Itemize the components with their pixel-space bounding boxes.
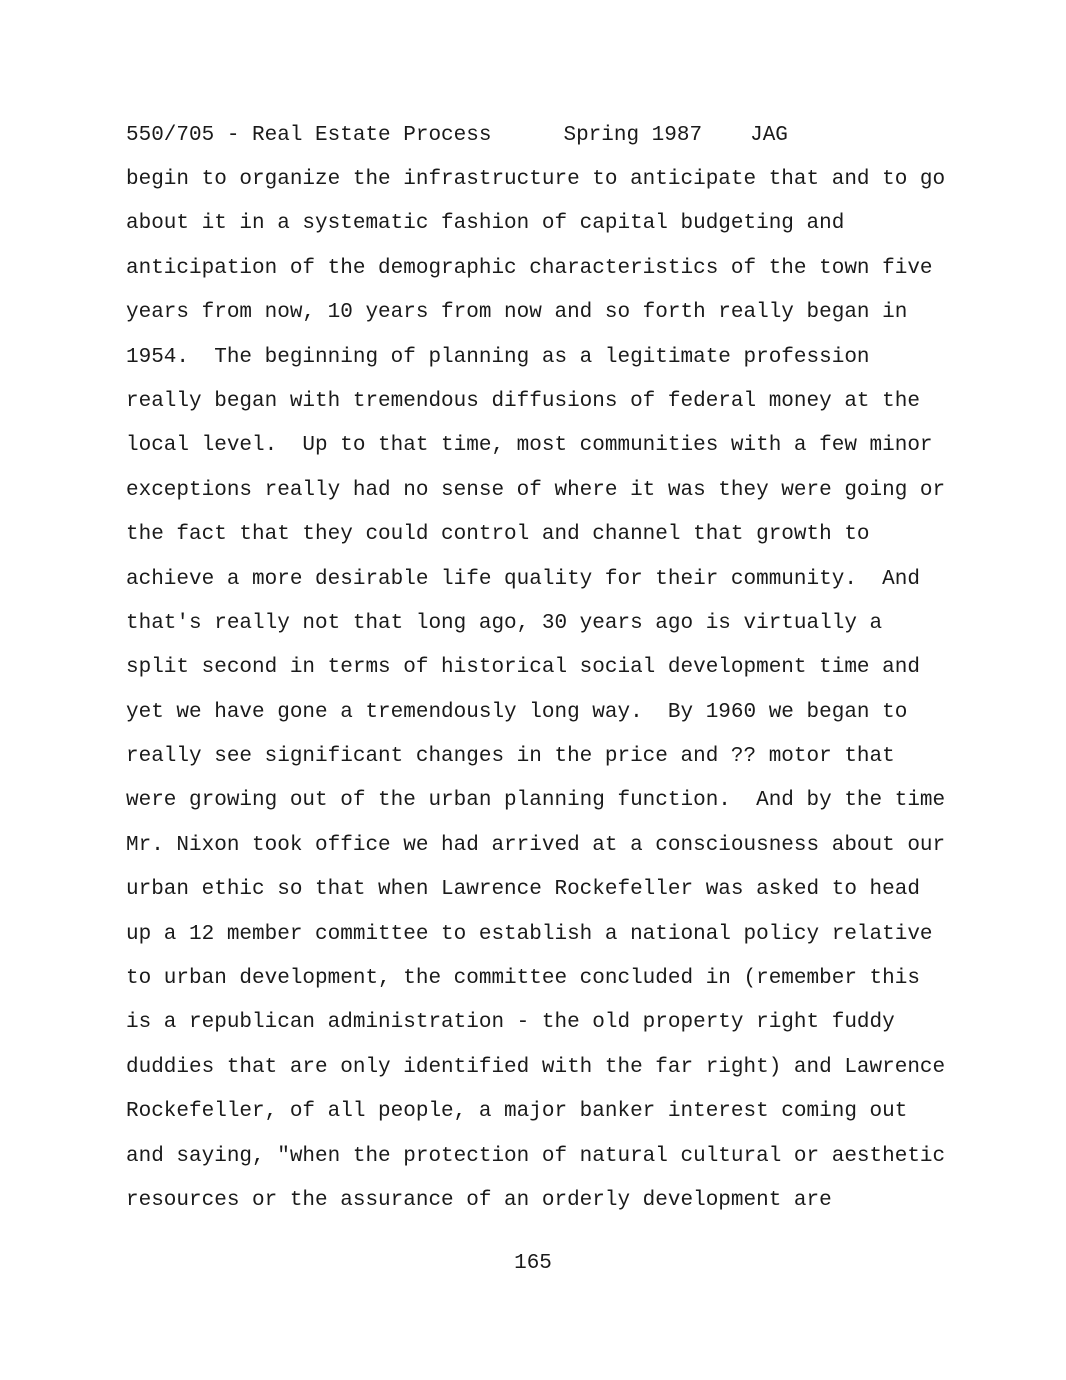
text-line: years from now, 10 years from now and so forth really began in (126, 301, 908, 325)
text-line: achieve a more desirable life quality for their community. And (126, 567, 920, 591)
text-line: begin to organize the infrastructure to anticipate that and to go (126, 168, 946, 191)
text-line: local level. Up to that time, most communities with a few minor (126, 434, 933, 458)
term-label: Spring 1987 (563, 124, 703, 147)
text-line: about it in a systematic fashion of capital budgeting and (126, 212, 845, 236)
text-line: and saying, "when the protection of natural cultural or aesthetic (126, 1144, 946, 1168)
text-line: Rockefeller, of all people, a major banker interest coming out (126, 1100, 908, 1124)
text-line: really began with tremendous diffusions of federal money at the (126, 389, 920, 413)
text-line: the fact that they could control and channel that growth to (126, 523, 870, 547)
page-number: 165 (514, 1252, 552, 1275)
author-initials: JAG (750, 124, 788, 147)
text-line: 1954. The beginning of planning as a legitimate profession (126, 345, 870, 369)
text-line: is a republican administration - the old property right fuddy (126, 1011, 895, 1035)
text-line: resources or the assurance of an orderly development are (126, 1188, 832, 1212)
text-line: anticipation of the demographic characteristics of the town five (126, 256, 933, 280)
text-line: yet we have gone a tremendously long way. By 1960 we began to (126, 700, 908, 724)
text-line: urban ethic so that when Lawrence Rockefeller was asked to head (126, 878, 920, 902)
text-line: up a 12 member committee to establish a national policy relative (126, 922, 933, 946)
page-header (126, 124, 788, 148)
course-title: 550/705 - Real Estate Process (126, 124, 492, 147)
text-line: duddies that are only identified with the far right) and Lawrence (126, 1055, 946, 1079)
text-line: exceptions really had no sense of where it was they were going or (126, 478, 946, 502)
text-line: really see significant changes in the price and ?? motor that (126, 745, 895, 769)
text-line: were growing out of the urban planning function. And by the time (126, 789, 946, 813)
text-line: to urban development, the committee concluded in (remember this (126, 967, 920, 991)
transcript-body (126, 168, 956, 1233)
text-line: Mr. Nixon took office we had arrived at a consciousness about our (126, 833, 946, 857)
text-line: split second in terms of historical social development time and (126, 656, 920, 680)
text-line: that's really not that long ago, 30 years ago is virtually a (126, 611, 883, 635)
